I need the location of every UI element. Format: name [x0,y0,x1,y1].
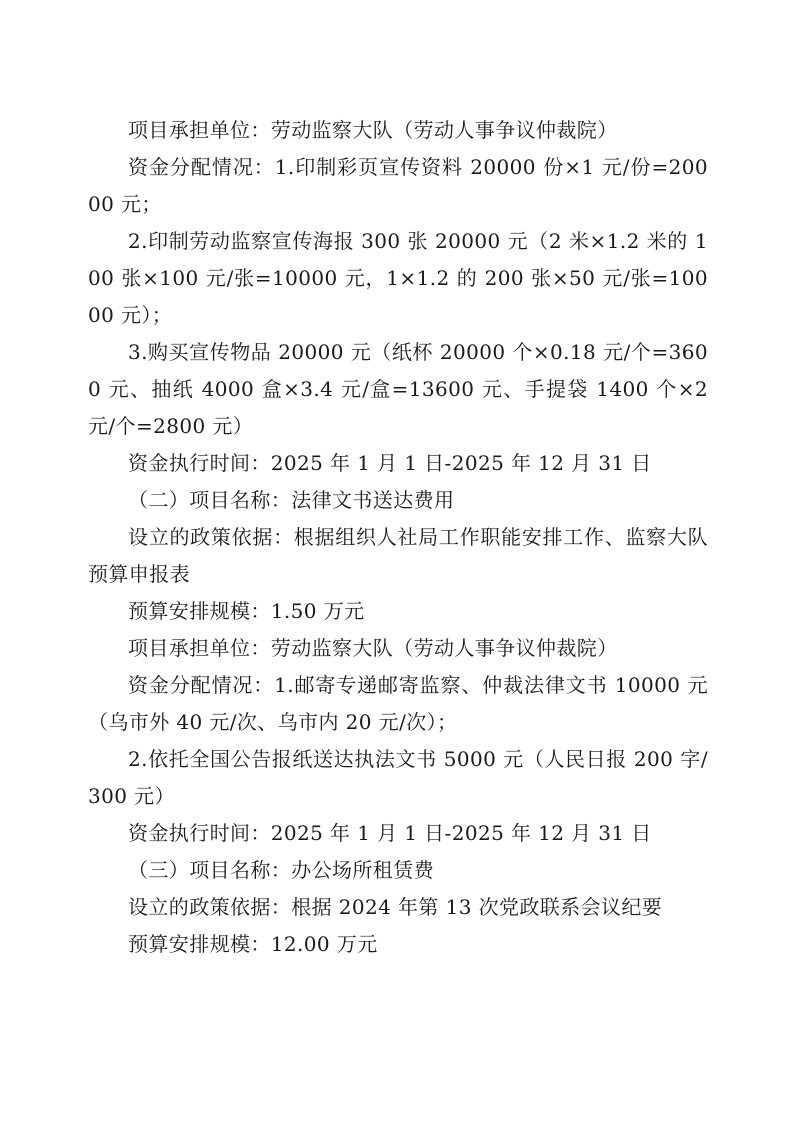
project-unit-1: 项目承担单位：劳动监察大队（劳动人事争议仲裁院） [128,118,618,142]
document-page [88,112,708,963]
fund-allocation-1-item-2: 2.印制劳动监察宣传海报 300 张 20000 元（2 米×1.2 米的 100 张×100 元/张=10000 元，1×1.2 的 200 张×50 元/张=10000 元）； [88,229,708,327]
execution-time-1: 资金执行时间：2025 年 1 月 1 日-2025 年 12 月 31 日 [128,451,652,475]
project-unit-2: 项目承担单位：劳动监察大队（劳动人事争议仲裁院） [128,636,618,660]
project-name-2: （二）项目名称：法律文书送达费用 [128,488,455,512]
fund-allocation-2-item-1: 资金分配情况：1.邮寄专递邮寄监察、仲裁法律文书 10000 元（乌市外 40 元/次、乌市内 20 元/次）； [88,673,708,734]
policy-basis-2: 设立的政策依据：根据组织人社局工作职能安排工作、监察大队预算申报表 [88,525,708,586]
policy-basis-3: 设立的政策依据：根据 2024 年第 13 次党政联系会议纪要 [128,895,663,919]
budget-scale-2: 预算安排规模：1.50 万元 [128,599,365,623]
execution-time-2: 资金执行时间：2025 年 1 月 1 日-2025 年 12 月 31 日 [128,821,652,845]
fund-allocation-1-item-1: 资金分配情况：1.印制彩页宣传资料 20000 份×1 元/份=20000 元； [88,155,708,216]
budget-scale-3: 预算安排规模：12.00 万元 [128,932,378,956]
project-name-3: （三）项目名称：办公场所租赁费 [128,858,434,882]
fund-allocation-1-item-3: 3.购买宣传物品 20000 元（纸杯 20000 个×0.18 元/个=3600 元、抽纸 4000 盒×3.4 元/盒=13600 元、手提袋 1400 个×2 元/个=2800 元） [88,340,708,438]
fund-allocation-2-item-2: 2.依托全国公告报纸送达执法文书 5000 元（人民日报 200 字/300 元） [88,747,708,808]
